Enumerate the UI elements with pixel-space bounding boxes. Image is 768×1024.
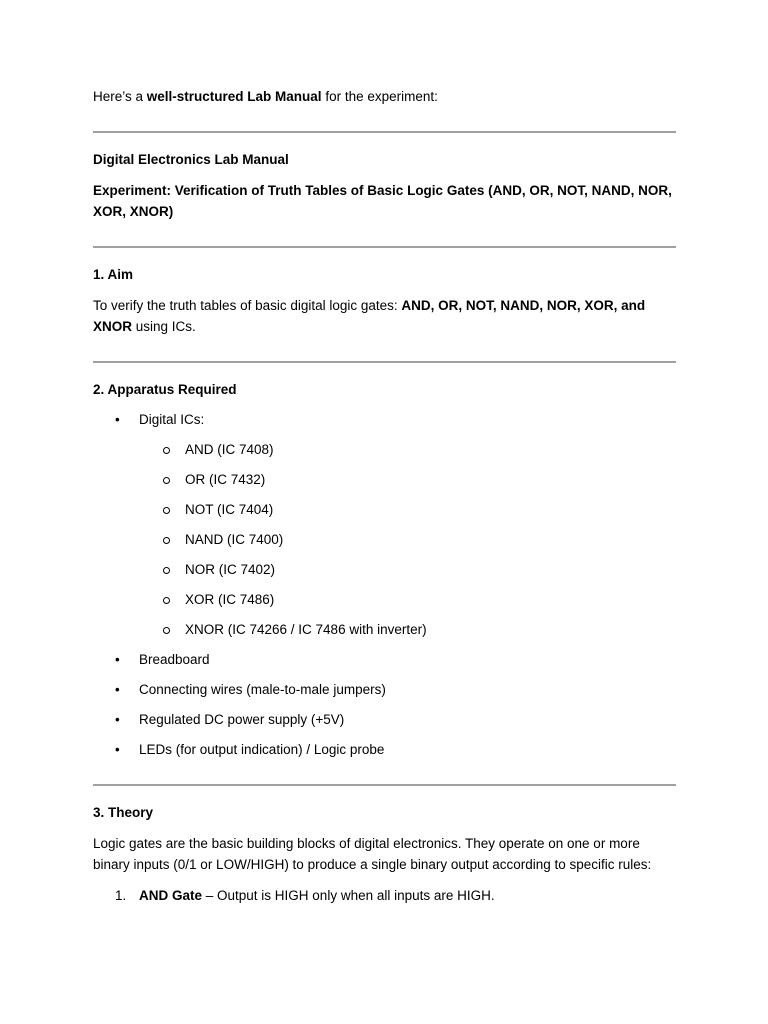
aim-section [93,248,676,361]
circle-bullet-icon [163,537,170,544]
list-item: • Regulated DC power supply (+5V) [93,709,676,730]
sub-list-item: XOR (IC 7486) [139,589,676,610]
title-section [93,133,676,246]
list-item: 1. AND Gate – Output is HIGH only when all inputs are HIGH. [93,885,676,906]
list-number: 1. [115,888,127,903]
bullet-icon: • [115,742,120,757]
list-item: • Connecting wires (male-to-male jumpers) [93,679,676,700]
sub-list-item: NOR (IC 7402) [139,559,676,580]
list-item: • Breadboard [93,649,676,670]
intro-bold: well-structured Lab Manual [146,89,322,104]
sub-list-item: XNOR (IC 74266 / IC 7486 with inverter) [139,619,676,640]
apparatus-list [93,409,676,760]
circle-bullet-icon [163,627,170,634]
sub-list-item: NOT (IC 7404) [139,499,676,520]
gate-list [93,885,676,906]
aim-heading: 1. Aim [93,267,134,282]
bullet-icon: • [115,652,120,667]
theory-text: Logic gates are the basic building blocks of digital electronics. They operate on one or more binary inputs (0/1 or LOW/HIGH) to produce a single binary output according to specific rules: [93,836,652,872]
apparatus-section [93,363,676,784]
list-item: • LEDs (for output indication) / Logic probe [93,739,676,760]
manual-title: Digital Electronics Lab Manual [93,152,289,167]
sub-list-item: NAND (IC 7400) [139,529,676,550]
circle-bullet-icon [163,507,170,514]
document-page [93,86,676,930]
circle-bullet-icon [163,447,170,454]
theory-section [93,786,676,930]
bullet-icon: • [115,412,120,427]
bullet-icon: • [115,712,120,727]
sub-list-item: AND (IC 7408) [139,439,676,460]
circle-bullet-icon [163,597,170,604]
ic-sublist [139,439,676,640]
aim-text: To verify the truth tables of basic digital logic gates: AND, OR, NOT, NAND, NOR, XOR, and XNOR using ICs. [93,298,646,334]
experiment-title: Experiment: Verification of Truth Tables of Basic Logic Gates (AND, OR, NOT, NAND, NOR, XOR, XNOR) [93,183,672,219]
intro-line: Here’s a well-structured Lab Manual for the experiment: [93,89,438,104]
apparatus-heading: 2. Apparatus Required [93,382,237,397]
theory-heading: 3. Theory [93,805,154,820]
bullet-icon: • [115,682,120,697]
circle-bullet-icon [163,477,170,484]
list-item: • Digital ICs: AND (IC 7408) OR (IC 7432) NOT (IC 7404) NAND (IC 7400) NOR (IC 7402) XOR (IC 7486) XNOR (IC 74266 / IC 7486 with inverter) [93,409,676,640]
sub-list-item: OR (IC 7432) [139,469,676,490]
circle-bullet-icon [163,567,170,574]
